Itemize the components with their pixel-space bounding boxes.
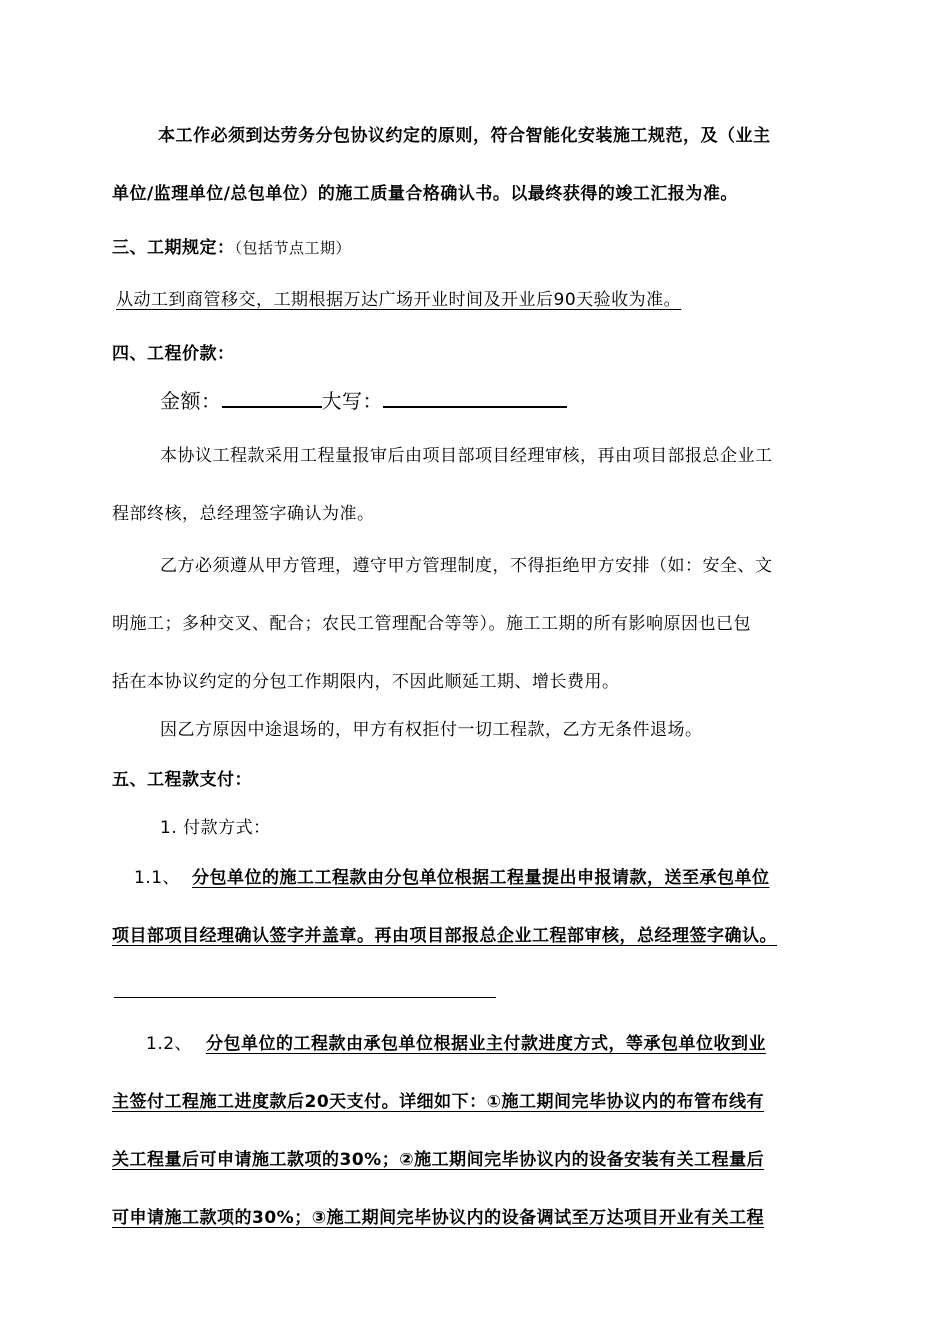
paragraph-line: 乙方必须遵从甲方管理，遵守甲方管理制度，不得拒绝甲方安排（如：安全、文 bbox=[160, 556, 773, 576]
section-3-heading-row bbox=[112, 236, 351, 260]
item-1-2-number: 1.2、 bbox=[146, 1034, 193, 1054]
section-4-heading: 四、工程价款： bbox=[112, 344, 235, 364]
paragraph-line: 明施工；多种交叉、配合；农民工管理配合等等）。施工工期的所有影响原因也已包 bbox=[112, 614, 751, 634]
item-1-2-text: 可申请施工款项的30%；③施工期间完毕协议内的设备调试至万达项目开业有关工程 bbox=[112, 1208, 765, 1228]
signature-rule bbox=[114, 997, 496, 998]
amount-blank bbox=[222, 386, 322, 408]
paragraph-line: 本工作必须到达劳务分包协议约定的原则，符合智能化安装施工规范，及（业主 bbox=[158, 126, 771, 146]
amount-row bbox=[160, 386, 567, 415]
paragraph-line: 程部终核，总经理签字确认为准。 bbox=[112, 504, 375, 524]
section-3-text: 从动工到商管移交，工期根据万达广场开业时间及开业后90天验收为准。 bbox=[116, 290, 682, 310]
item-1-2-row bbox=[146, 1032, 766, 1056]
capital-label: 大写： bbox=[321, 389, 383, 413]
paragraph-line: 本协议工程款采用工程量报审后由项目部项目经理审核，再由项目部报总企业工 bbox=[160, 446, 773, 466]
amount-label: 金额： bbox=[160, 389, 222, 413]
paragraph-line: 因乙方原因中途退场的，甲方有权拒付一切工程款，乙方无条件退场。 bbox=[160, 720, 703, 740]
item-1-2-text: 主签付工程施工进度款后20天支付。详细如下：①施工期间完毕协议内的布管布线有 bbox=[112, 1092, 765, 1112]
item-1-2-text: 分包单位的工程款由承包单位根据业主付款进度方式，等承包单位收到业 bbox=[205, 1034, 766, 1054]
item-1-2-text: 关工程量后可申请施工款项的30%；②施工期间完毕协议内的设备安装有关工程量后 bbox=[112, 1150, 765, 1170]
section-3-note: （包括节点工期） bbox=[234, 239, 352, 257]
payment-method-label: 1. 付款方式： bbox=[160, 818, 271, 838]
item-1-1-text: 项目部项目经理确认签字并盖章。再由项目部报总企业工程部审核，总经理签字确认。 bbox=[112, 926, 777, 946]
paragraph-line: 括在本协议约定的分包工作期限内，不因此顺延工期、增长费用。 bbox=[112, 672, 620, 692]
section-3-heading: 三、工期规定： bbox=[112, 238, 235, 258]
capital-blank bbox=[383, 386, 567, 408]
item-1-1-number: 1.1、 bbox=[134, 868, 181, 888]
item-1-1-row bbox=[134, 866, 769, 890]
section-5-heading: 五、工程款支付： bbox=[112, 770, 252, 790]
item-1-1-text: 分包单位的施工工程款由分包单位根据工程量提出申报请款，送至承包单位 bbox=[191, 868, 770, 888]
paragraph-line: 单位/监理单位/总包单位）的施工质量合格确认书。以最终获得的竣工汇报为准。 bbox=[112, 184, 738, 204]
